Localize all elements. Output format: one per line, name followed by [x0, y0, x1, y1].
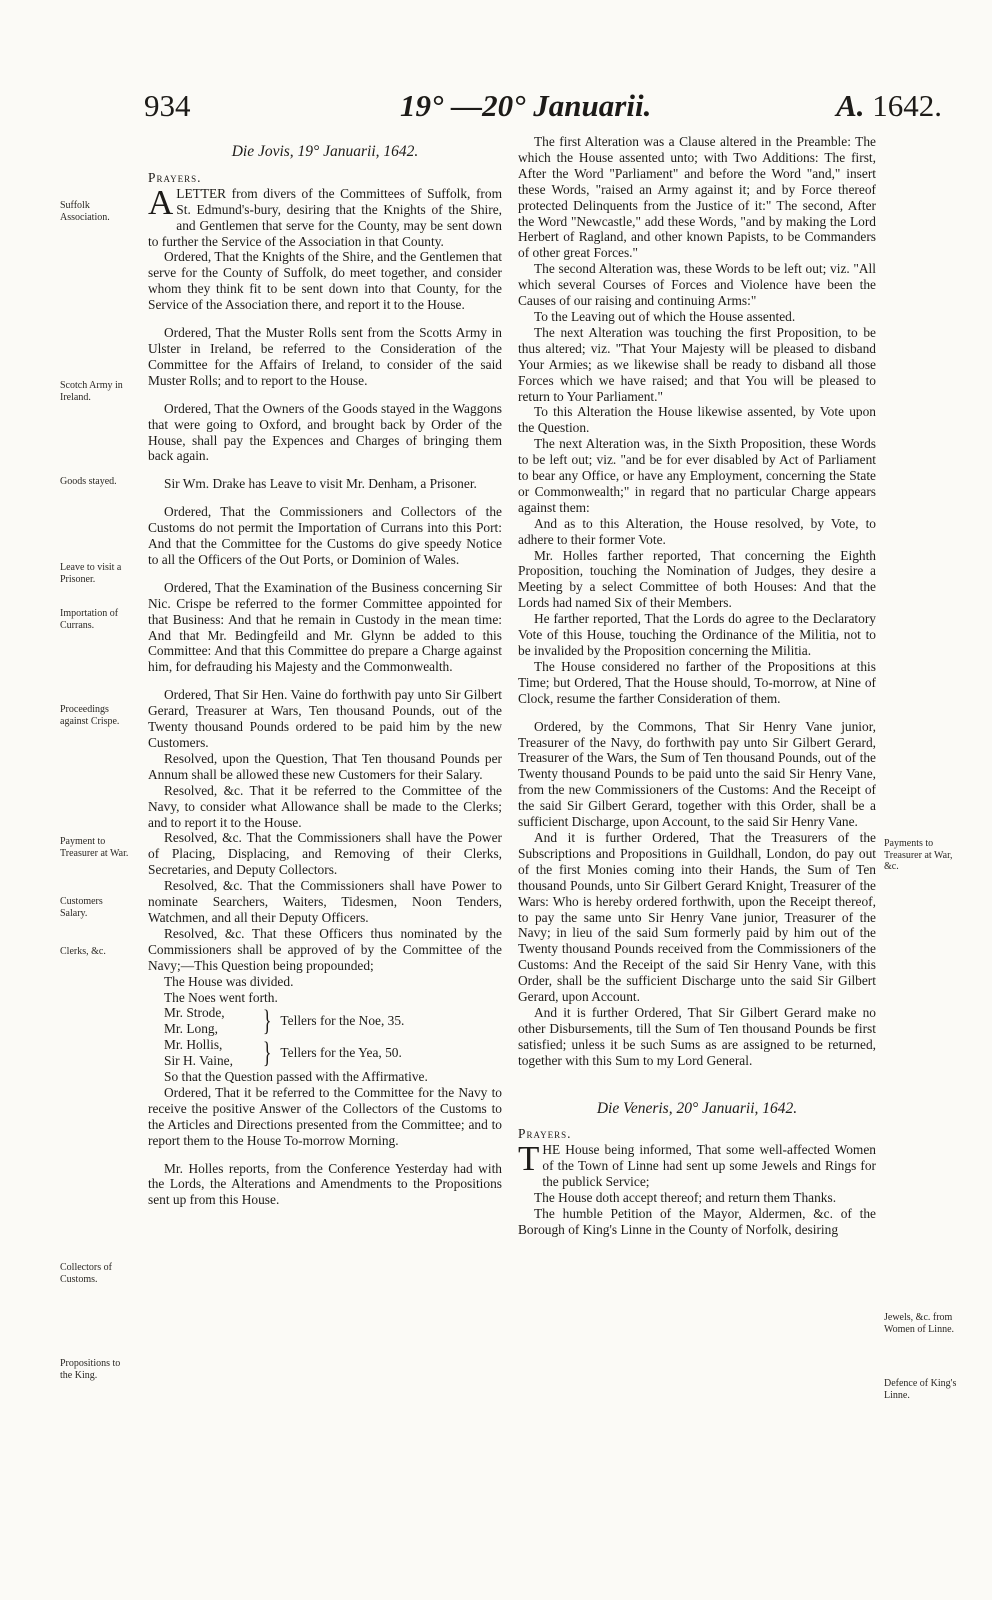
- tellers-yea-label: Tellers for the Yea, 50.: [280, 1045, 402, 1061]
- entry-considered: The House considered no farther of the Propositions at this Time; but Ordered, That the House should, To-morrow, at Nine of Clock, resume the farther Consideration of them.: [518, 658, 876, 706]
- entry-leaving-out: To the Leaving out of which the House assented.: [534, 308, 796, 324]
- entry-second-alteration: The second Alteration was, these Words to be left out; viz. "All which several Courses of Forces and Violence have been the Causes of our raising and continuing Arms:": [518, 261, 876, 309]
- teller-name: Sir H. Vaine,: [164, 1053, 233, 1069]
- margin-note: Scotch Army in Ireland.: [60, 380, 123, 403]
- entry-goods-stayed: Ordered, That the Owners of the Goods stayed in the Waggons that were going to Oxford, and brought back by Order of the House, shall pay the Expences and Charges of bringing them back again.: [148, 400, 502, 464]
- entry-suffolk-letter: [148, 182, 502, 250]
- margin-note: Jewels, &c. from Women of Linne.: [884, 1312, 955, 1335]
- margin-note: Suffolk Association.: [60, 200, 110, 223]
- margin-note: Goods stayed.: [60, 476, 117, 487]
- page-number: 934: [144, 88, 191, 123]
- tellers-yea: [164, 1037, 502, 1069]
- margin-note: Payments to Treasurer at War, &c.: [884, 838, 953, 872]
- entry-petition: The humble Petition of the Mayor, Aldermen, &c. of the Borough of King's Linne in the County of Norfolk, desiring: [518, 1206, 876, 1237]
- brace-icon: }: [262, 1036, 272, 1070]
- day-heading-veneris: Die Veneris, 20° Januarii, 1642.: [596, 1099, 798, 1117]
- entry-commissioners-nominate: Resolved, &c. That the Commissioners shall have Power to nominate Searchers, Waiters, Tidesmen, Noon Tenders, Watchmen, and all their Deputy Officers.: [148, 878, 502, 925]
- margin-note: Propositions to the King.: [60, 1358, 121, 1381]
- margin-note: Collectors of Customs.: [60, 1262, 112, 1285]
- entry-vane-payment: Ordered, by the Commons, That Sir Henry Vane junior, Treasurer of the Navy, do forthwith pay unto Sir Gilbert Gerard, Treasurer of the Wars, the Sum of Ten thousand Pounds, out of the Twenty thousand Pounds to be paid unto the said Sir Henry Vane, from the new Commissioners of the Customs: And the Receipt of the said Sir Gilbert Gerard, together with this Order, shall be a sufficient Discharge, upon Account, to the said Sir Henry Vane.: [518, 718, 876, 830]
- teller-name: Mr. Strode,: [164, 1005, 225, 1021]
- year-value: 1642.: [872, 88, 942, 123]
- teller-name: Mr. Hollis,: [164, 1037, 223, 1053]
- entry-crispe: Ordered, That the Examination of the Business concerning Sir Nic. Crispe be referred to the former Committee appointed for that Business: And that he remain in Custody in the mean time: And that Mr. Bedingfeild and Mr. Glynn be added to this Committee: And that this Committee do prepare a Charge against him, for defrauding his Majesty and the Commonwealth.: [148, 579, 502, 675]
- margin-note: Clerks, &c.: [60, 946, 106, 957]
- entry-militia: He farther reported, That the Lords do agree to the Declaratory Vote of this House, touching the Ordinance of the Militia, not to be invalided by the Proposition concerning the Militia.: [518, 611, 876, 658]
- margin-note: Importation of Currans.: [60, 608, 119, 631]
- entry-clerks: Resolved, &c. That it be referred to the Committee of the Navy, to consider what Allowance shall be made to the Clerks; and to report it to the House.: [148, 782, 502, 830]
- brace-icon: }: [262, 1004, 272, 1038]
- entry-text: LETTER from divers of the Committees of Suffolk, from St. Edmund's-bury, desiring that the Knights of the Shire, and Gentlemen that serve for the County, may be sent down to further the Service of the Association in that County.: [148, 185, 502, 249]
- right-column: [518, 134, 876, 1238]
- entry-sixth-proposition: The next Alteration was, in the Sixth Proposition, these Words to be left out; viz. "and be for ever disabled by Act of Parliament to bear any Office, or have any Employment, concerning the State or Commonwealth;" in regard that no particular Charge appears against them:: [518, 436, 876, 515]
- entry-first-alteration: The first Alteration was a Clause altered in the Preamble: The which the House assented unto; with Two Additions: The first, After the Word "Parliament" and before the Word "and," insert these Words, "raised an Army against it; and by Force thereof protected Delinquents from the Justice of it:" The second, After the Word "Newcastle," add these Words, "and by making the Lord Herbert of Ragland, and other known Papists, to be Commanders of other great Forces.": [518, 134, 876, 261]
- entry-adhere: And as to this Alteration, the House resolved, by Vote, to adhere to their former Vote.: [518, 515, 876, 547]
- entry-leave-prisoner: Sir Wm. Drake has Leave to visit Mr. Denham, a Prisoner.: [164, 476, 477, 492]
- margin-note: Defence of King's Linne.: [884, 1378, 957, 1401]
- day-heading-jovis: Die Jovis, 19° Januarii, 1642.: [231, 143, 419, 160]
- year-heading: [836, 88, 942, 124]
- house-divided: The House was divided.: [164, 973, 294, 989]
- margin-note: Customers Salary.: [60, 896, 103, 919]
- entry-eighth-proposition: Mr. Holles farther reported, That concerning the Eighth Proposition, touching the Nomination of Judges, they desire a Meeting by a select Committee of both Houses: And that the Lords had named Six of their Members.: [518, 547, 876, 611]
- entry-first-proposition: The next Alteration was touching the first Proposition, to be thus altered; viz. "That Your Majesty will be pleased to disband Your Armies; as we likewise shall be ready to disband all those Forces which we have raised; and that You will be pleased to return to Your Parliament.": [518, 324, 876, 404]
- tellers-noe-label: Tellers for the Noe, 35.: [280, 1013, 405, 1029]
- page-header: [60, 88, 962, 132]
- tellers-noe: [164, 1005, 502, 1037]
- drop-cap: T: [518, 1139, 540, 1179]
- entry-guildhall: And it is further Ordered, That the Treasurers of the Subscriptions and Propositions in Guildhall, London, do pay out of the first Monies coming into their Hands, the Sum of Ten thousand Pounds, unto Sir Gilbert Gerard Knight, Treasurer of the Wars: Who is hereby ordered forthwith, upon the Receipt thereof, to pay the same unto Sir Henry Vane junior, Treasurer of the Navy; in lieu of the said Sum formerly paid by him out of the Twenty thousand Pounds received from the Commissioners of the Customs: And the Receipt of the said Sir Henry Vane, with this Order, shall be the sufficient Discharge unto the said Sir Gilbert Gerard, upon Account.: [518, 829, 876, 1005]
- margin-note: Proceedings against Crispe.: [60, 704, 120, 727]
- question-passed: So that the Question passed with the Affirmative.: [164, 1069, 428, 1085]
- entry-suffolk-order: Ordered, That the Knights of the Shire, and the Gentlemen that serve for the County of Suffolk, do meet together, and consider whom they think fit to be sent down into that County, for the Service of the Association there, and report it to the House.: [148, 249, 502, 313]
- left-column: [148, 134, 502, 1208]
- entry-thanks: The House doth accept thereof; and return them Thanks.: [534, 1190, 837, 1206]
- noes-went-forth: The Noes went forth.: [164, 989, 278, 1005]
- entry-jewels: [518, 1139, 876, 1190]
- entry-payment-war: Ordered, That Sir Hen. Vaine do forthwith pay unto Sir Gilbert Gerard, Treasurer at Wars, Ten thousand Pounds, out of the Twenty thousand Pounds ordered to be paid him by the new Customers.: [148, 687, 502, 750]
- prayers-heading: Prayers.: [148, 169, 202, 185]
- prayers-heading: Prayers.: [518, 1126, 572, 1142]
- entry-officers-approved: Resolved, &c. That these Officers thus nominated by the Commissioners shall be approved of by the Committee of the Navy;—This Question being propounded;: [148, 925, 502, 973]
- entry-commissioners-power: Resolved, &c. That the Commissioners shall have the Power of Placing, Displacing, and Removing of their Clerks, Secretaries, and Deputy Collectors.: [148, 830, 502, 878]
- margin-note: Leave to visit a Prisoner.: [60, 562, 122, 585]
- running-title: 19° —20° Januarii.: [400, 88, 652, 123]
- entry-customers-salary: Resolved, upon the Question, That Ten thousand Pounds per Annum shall be allowed these new Customers for their Salary.: [148, 750, 502, 782]
- margin-note: Payment to Treasurer at War.: [60, 836, 129, 859]
- entry-scotts-army: Ordered, That the Muster Rolls sent from the Scotts Army in Ulster in Ireland, be referred to the Consideration of the Committee for the Affairs of Ireland, to consider of the said Muster Rolls; and to report to the House.: [148, 325, 502, 388]
- entry-assented: To this Alteration the House likewise assented, by Vote upon the Question.: [518, 404, 876, 436]
- entry-text: HE House being informed, That some well-affected Women of the Town of Linne had sent up some Jewels and Rings for the publick Service;: [542, 1142, 876, 1190]
- entry-currans: Ordered, That the Commissioners and Collectors of the Customs do not permit the Importation of Currans into this Port: And that the Committee for the Customs do give speedy Notice to all the Officers of the Out Ports, or Dominion of Wales.: [148, 504, 502, 567]
- year-prefix: A.: [836, 88, 865, 123]
- teller-name: Mr. Long,: [164, 1021, 218, 1037]
- entry-disbursements: And it is further Ordered, That Sir Gilbert Gerard make no other Disbursements, till the Sum of Ten thousand Pounds be first satisfied; unless it be such Sums as are assigned to be returned, together with this Sum to my Lord General.: [518, 1004, 876, 1068]
- entry-collectors: Ordered, That it be referred to the Committee for the Navy to receive the positive Answer of the Collectors of the Customs to the Articles and Directions presented from the Committee; and to report them to the House To-morrow Morning.: [148, 1084, 502, 1148]
- drop-cap: A: [148, 182, 174, 222]
- entry-holles-reports: Mr. Holles reports, from the Conference Yesterday had with the Lords, the Alterations and Amendments to the Propositions sent up from this House.: [148, 1160, 502, 1208]
